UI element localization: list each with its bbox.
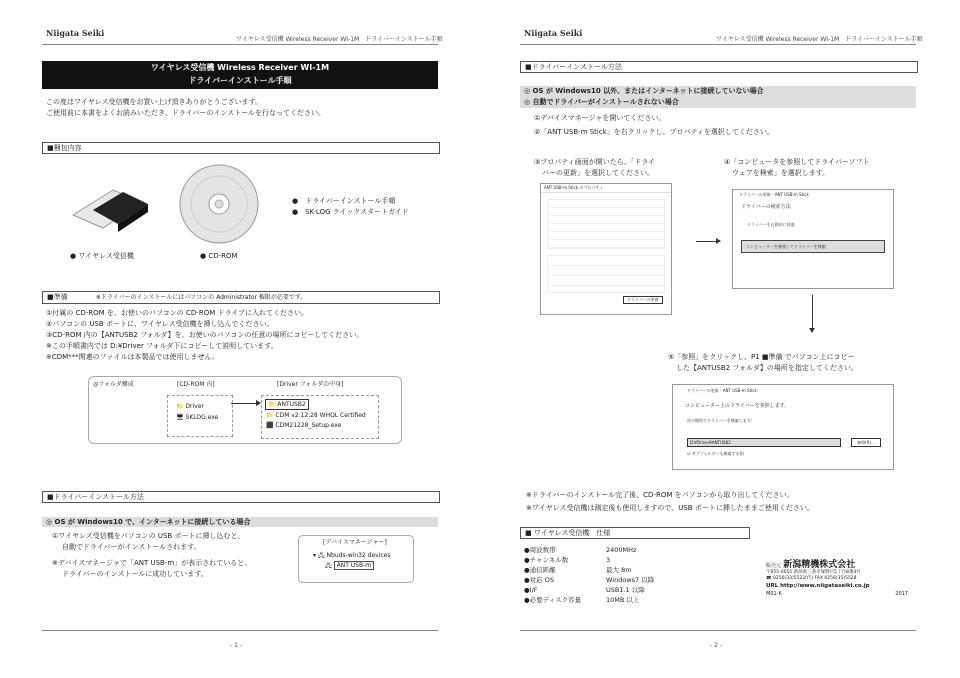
spec-value: USB1.1 以降 <box>606 586 645 594</box>
doc-code: M01-K <box>766 591 782 597</box>
page-number: - 2 - <box>710 642 722 649</box>
folder-structure-box <box>88 376 402 444</box>
folder-antusb2[interactable]: 📁 ANTUSB2 <box>265 399 309 410</box>
case1-step: ※デバイスマネージャで「ANT USB-m」が表示されていると、 <box>52 559 252 567</box>
cd-rom-image <box>178 163 260 245</box>
company-label: 販売元 <box>766 563 782 569</box>
cd-column-header: [CD-ROM 内] <box>177 381 215 388</box>
company-address: 〒955-0055 新潟県三条市塚野目5丁目8番4号 <box>766 570 861 575</box>
step3-line: バーの更新」を選択してください。 <box>542 169 654 177</box>
file-cdm-setup[interactable]: ⬛ CDM21228_Setup.exe <box>266 422 342 429</box>
properties-window-screenshot <box>540 183 672 315</box>
browse-window-title: ドライバーの更新 - ANT USB-m Stick <box>687 388 757 393</box>
spec-row <box>524 545 658 555</box>
case1-step: ①ワイヤレス受信機をパソコンの USB ポートに挿し込むと、 <box>52 532 245 540</box>
intro-line: この度はワイヤレス受信機をお買い上げ頂きありがとうございます。 <box>46 98 262 106</box>
spec-key: ●通信距離 <box>524 566 556 574</box>
folder-structure-title: ◎フォルダ構成 <box>93 381 134 388</box>
section-heading-prep <box>42 291 440 304</box>
bullet-dot: ● <box>70 252 79 260</box>
footer-divider <box>520 630 916 631</box>
spec-row <box>524 555 658 565</box>
prep-steps <box>46 308 363 363</box>
case2-heading <box>520 86 916 108</box>
spec-key: ●必要ディスク容量 <box>524 596 582 604</box>
spec-value: 10MB 以上 <box>606 596 640 604</box>
section-heading-spec: ■ ワイヤレス受信機 仕様 <box>520 527 750 539</box>
prep-step: ※この手順書内では D:¥Driver フォルダ下にコピーして説明しています。 <box>46 342 278 350</box>
section-heading-contents: ■梱包内容 <box>42 142 440 154</box>
spec-value: 最大 8m <box>606 566 632 574</box>
step3-line: ③プロパティ画面が開いたら、「ドライ <box>534 158 656 166</box>
properties-info-area <box>547 199 665 249</box>
spec-row <box>524 565 658 575</box>
include-subfolders-label: サブフォルダーも検索する(I) <box>691 451 744 456</box>
brand-logo: Niigata Seiki <box>524 28 583 38</box>
usb-receiver-image <box>68 180 152 240</box>
document-item <box>292 196 409 207</box>
spec-row <box>524 595 658 605</box>
search-window-title: ドライバーの更新 - ANT USB-m Stick <box>739 192 809 197</box>
arrow-line <box>231 403 259 404</box>
brand-logo: Niigata Seiki <box>46 28 105 38</box>
step4-line: ウェアを検索」を選択します。 <box>732 169 830 177</box>
spec-value: Windows7 以降 <box>606 576 655 584</box>
spec-value: 2400MHz <box>606 546 637 554</box>
arrow-line <box>812 295 813 329</box>
browse-button[interactable]: 参照(R)... <box>851 438 881 447</box>
search-method-heading: ドライバーの検索方法 <box>741 204 791 210</box>
properties-window-title: ANT USB-m Stick のプロパティ <box>541 184 671 193</box>
case1-heading: ◎ OS が Windows10 で、インターネットに接続している場合 <box>42 517 438 527</box>
spec-key: ●チャンネル数 <box>524 556 569 564</box>
receiver-label-text: ワイヤレス受信機 <box>78 252 134 260</box>
label-receiver <box>70 251 134 262</box>
header-divider <box>42 44 438 45</box>
properties-buttons-area <box>547 255 665 293</box>
step5-line: した【ANTUSB2 フォルダ】の場所を指定してください。 <box>676 364 858 372</box>
title-line-1: ワイヤレス受信機 Wireless Receiver WI-1M <box>150 63 330 72</box>
bullet-dot: ● <box>292 197 306 205</box>
folder-antusb2-label: ANTUSB2 <box>277 401 306 408</box>
running-header: ワイヤレス受信機 Wireless Receiver WI-1M ドライバーインストール手順 <box>716 36 923 43</box>
device-manager-title: [デバイスマネージャー] <box>323 539 387 546</box>
company-block <box>766 557 916 599</box>
case1-steps <box>52 531 251 580</box>
intro-line: ご使用前に本書をよくお読みいただき、ドライバーのインストールを行なってください。 <box>46 109 326 117</box>
step5-line: ⑤「参照」をクリックし、P1 ■準備 でパソコン上にコピー <box>668 353 855 361</box>
device-manager-box <box>298 535 414 583</box>
folder-driver[interactable]: 📁 Driver <box>176 403 204 410</box>
step5-text <box>668 352 858 374</box>
prep-heading-text: ■準備 <box>47 293 68 301</box>
running-header: ワイヤレス受信機 Wireless Receiver WI-1M ドライバーインストール手順 <box>236 36 443 43</box>
company-url[interactable]: URL http://www.niigataseiki.co.jp <box>766 583 870 589</box>
step3-text <box>534 157 655 179</box>
spec-row <box>524 585 658 595</box>
document-item <box>292 207 409 218</box>
browse-location-label: 次の場所でドライバーを検索します: <box>687 418 753 423</box>
driver-contents-box <box>261 395 379 439</box>
search-method-screenshot <box>732 189 894 289</box>
device-category[interactable]: ▾ 🖧 Nbuds-win32 devices <box>313 552 391 559</box>
spec-value: 3 <box>606 556 611 564</box>
include-subfolders-checkbox[interactable]: ☑ サブフォルダーも検索する(I) <box>687 451 744 456</box>
step-line: ①デバイスマネージャを開いてください。 <box>534 114 666 122</box>
case1-step: ドライバーのインストールに成功しています。 <box>62 570 208 578</box>
cd-label-text: CD-ROM <box>208 252 238 260</box>
browse-computer-option[interactable]: コンピューターを参照してドライバーを検索 <box>741 240 885 253</box>
browse-driver-screenshot <box>672 384 894 470</box>
section-heading-install: ■ドライバーインストール方法 <box>520 61 918 73</box>
intro-text <box>46 97 325 119</box>
driver-column-header: [Driver フォルダの中身] <box>277 381 344 388</box>
arrow-line <box>696 241 718 242</box>
document-item-text: SK-LOG クイックスタートガイド <box>305 208 409 216</box>
note-line: ※ワイヤレス受信機は測定後も使用しますので、USB ポートに挿したままご使用ください。 <box>526 504 814 512</box>
device-ant-usb[interactable]: 🖧 ANT USB-m <box>299 560 413 570</box>
cd-hole <box>215 200 223 208</box>
prep-step: ①付属の CD-ROM を、お使いのパソコンの CD-ROM ドライブに入れてください。 <box>46 309 309 317</box>
driver-path-input[interactable]: D:¥Driver¥ANTUSB2 <box>687 438 841 447</box>
document-list <box>292 196 409 218</box>
spec-key: ●対応 OS <box>524 576 554 584</box>
step4-text <box>724 157 870 179</box>
prep-step: ②パソコンの USB ポートに、ワイヤレス受信機を挿し込んでください。 <box>46 320 274 328</box>
company-name: 新潟精機株式会社 <box>783 560 856 570</box>
spec-table <box>524 545 658 605</box>
auto-search-option[interactable]: ドライバーを自動的に検索 <box>747 222 795 227</box>
note-line: ※ドライバーのインストール完了後、CD-ROM をパソコンから取り出してください。 <box>526 491 794 499</box>
device-category-label: Nbuds-win32 devices <box>326 552 391 559</box>
update-driver-button[interactable]: ドライバーの更新 <box>623 296 663 304</box>
doc-year: 2017 <box>895 591 908 597</box>
case2-line: ◎ OS が Windows10 以外、またはインターネットに接続していない場合 <box>524 87 764 95</box>
file-sklog-label: SKLOG.exe <box>185 414 219 421</box>
steps-top <box>534 113 774 138</box>
step4-line: ④「コンピュータを参照してドライバーソフト <box>724 158 870 166</box>
bullet-dot: ● <box>200 252 209 260</box>
file-cdm-setup-label: CDM21228_Setup.exe <box>275 422 342 429</box>
header-divider <box>520 44 916 45</box>
cd-contents-box <box>167 395 233 437</box>
page-number: - 1 - <box>230 642 242 649</box>
prep-step: ※CDM***関連のファイルは本製品では使用しません。 <box>46 353 219 361</box>
arrow-down-icon <box>809 328 815 333</box>
file-sklog[interactable]: 🖥 SKLOG.exe <box>176 414 219 421</box>
browse-heading: コンピューター上のドライバーを参照します。 <box>685 403 790 409</box>
spec-key: ●I/F <box>524 586 538 594</box>
folder-cdm-certified[interactable]: 📁 CDM v2.12.28 WHQL Certified <box>266 412 366 419</box>
folder-cdm-label: CDM v2.12.28 WHQL Certified <box>275 412 366 419</box>
label-cd <box>200 251 238 262</box>
spec-key: ●周波数帯 <box>524 546 556 554</box>
doc-code-line <box>766 590 916 599</box>
case2-line: ◎ 自動でドライバーがインストールされない場合 <box>524 98 679 106</box>
case1-step: 自動でドライバーがインストールされます。 <box>62 543 201 551</box>
section-heading-install: ■ドライバーインストール方法 <box>42 491 440 503</box>
footer-divider <box>42 630 438 631</box>
bullet-dot: ● <box>292 208 306 216</box>
prep-step: ③CD-ROM 内の【ANTUSB2 フォルダ】を、お使いのパソコンの任意の場所にコピーしてください。 <box>46 331 364 339</box>
prep-note: ※ドライバーのインストールにはパソコンの Administrator 権限が必要です。 <box>95 294 307 301</box>
notes <box>526 490 814 514</box>
document-title <box>42 61 438 89</box>
company-name-line <box>766 557 916 570</box>
title-line-2: ドライバーインストール手順 <box>188 76 292 85</box>
folder-driver-label: Driver <box>185 403 204 410</box>
device-ant-usb-label: ANT USB-m <box>334 561 375 570</box>
document-item-text: ドライバーインストール手順 <box>305 197 396 205</box>
spec-row <box>524 575 658 585</box>
arrow-right-icon <box>716 238 721 244</box>
step-line: ②「ANT USB-m Stick」を右クリックし、プロパティを選択してください。 <box>534 128 774 136</box>
company-phone: ☎ 0256(33)5522(代) FAX 0256(35)5528 <box>766 576 857 581</box>
